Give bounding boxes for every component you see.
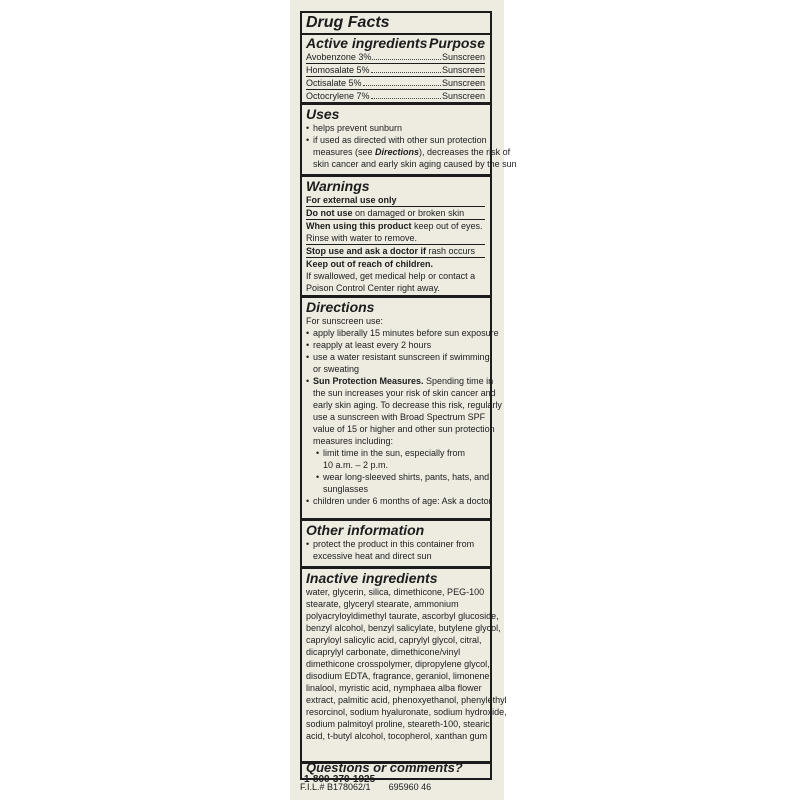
- active-ingredient-row: Octocrylene 7% Sunscreen: [306, 91, 485, 101]
- if-swallowed-text: If swallowed, get medical help or contact a: [306, 271, 476, 281]
- rinse-text: Rinse with water to remove.: [306, 232, 485, 245]
- uses-bullet: • helps prevent sunburn: [306, 122, 485, 134]
- inactive-ingredients-line: dicaprylyl carbonate, dimethicone/vinyl: [306, 647, 461, 657]
- questions-section: [302, 762, 490, 774]
- do-not-use-text: Do not use on damaged or broken skin: [306, 207, 485, 220]
- directions-section: [302, 299, 502, 507]
- directions-bullet: • reapply at least every 2 hours: [306, 339, 485, 351]
- warnings-section: [302, 178, 490, 294]
- drug-facts-header: [302, 13, 490, 33]
- inactive-ingredients-line: polyacryloyldimethyl taurate, ascorbyl glucoside,: [306, 611, 499, 621]
- inactive-ingredients-line: extract, palmitic acid, phenoxyethanol, phenylethyl: [306, 695, 507, 705]
- directions-bullet: • children under 6 months of age: Ask a doctor: [306, 495, 485, 507]
- divider: [302, 295, 490, 298]
- active-ingredient-row: Homosalate 5% Sunscreen: [306, 65, 485, 75]
- directions-text: sunglasses: [323, 484, 369, 494]
- active-ingredient-row: Avobenzone 3% Sunscreen: [306, 52, 485, 62]
- directions-text: the sun increases your risk of skin cancer and: [313, 388, 496, 398]
- inactive-ingredients-line: resorcinol, sodium hyaluronate, sodium hydroxide,: [306, 707, 507, 717]
- inactive-ingredients-line: stearate, glyceryl stearate, ammonium: [306, 599, 459, 609]
- active-ingredients-heading: Active ingredients: [306, 35, 428, 51]
- stop-use-text: Stop use and ask a doctor if rash occurs: [306, 245, 485, 258]
- sun-protection-bullet: • Sun Protection Measures. Spending time in: [306, 375, 485, 387]
- active-ingredients-section: [302, 35, 490, 102]
- inactive-ingredients-section: [302, 570, 507, 742]
- uses-section: [302, 106, 517, 170]
- other-information-heading: Other information: [306, 522, 425, 538]
- product-code: 695960 46: [388, 782, 432, 792]
- poison-control-text: Poison Control Center right away.: [306, 283, 440, 293]
- external-use-text: For external use only: [306, 194, 485, 207]
- directions-text: early skin aging. To decrease this risk, regularly: [313, 400, 502, 410]
- inactive-ingredients-line: water, glycerin, silica, dimethicone, PEG-100: [306, 587, 485, 597]
- sub-bullet: • limit time in the sun, especially from: [306, 447, 485, 459]
- drug-facts-title: Drug Facts: [306, 14, 390, 31]
- inactive-ingredients-line: benzyl alcohol, benzyl salicylate, butylene glycol,: [306, 623, 501, 633]
- other-information-bullet: • protect the product in this container from: [306, 538, 485, 550]
- label-footer: [300, 781, 492, 793]
- directions-text: or sweating: [313, 364, 360, 374]
- questions-heading: Questions or comments?: [306, 760, 463, 775]
- divider: [302, 518, 490, 521]
- directions-text: value of 15 or higher and other sun protection: [313, 424, 495, 434]
- purpose-heading: Purpose: [428, 35, 485, 51]
- inactive-ingredients-line: sodium palmitoyl proline, steareth-100, stearic: [306, 719, 490, 729]
- inactive-ingredients-line: capryloyl salicylic acid, caprylyl glycol, citral,: [306, 635, 482, 645]
- phone-number: 1-800-370-1925: [304, 774, 376, 785]
- other-information-text: excessive heat and direct sun: [313, 551, 432, 561]
- directions-bullet: • apply liberally 15 minutes before sun exposure: [306, 327, 485, 339]
- inactive-ingredients-line: dimethicone crosspolymer, dipropylene glycol,: [306, 659, 490, 669]
- divider: [302, 102, 490, 105]
- drug-facts-panel: [300, 11, 517, 780]
- warnings-heading: Warnings: [306, 178, 370, 194]
- inactive-ingredients-line: linalool, myristic acid, nymphaea alba flower: [306, 683, 482, 693]
- inactive-ingredients-line: acid, t-butyl alcohol, tocopherol, xanthan gum: [306, 731, 488, 741]
- inactive-ingredients-heading: Inactive ingredients: [306, 570, 438, 586]
- directions-text: 10 a.m. – 2 p.m.: [323, 460, 389, 470]
- directions-intro: For sunscreen use:: [306, 316, 384, 326]
- uses-bullet: • if used as directed with other sun protection: [306, 134, 485, 146]
- sub-bullet: • wear long-sleeved shirts, pants, hats, and: [306, 471, 485, 483]
- uses-heading: Uses: [306, 106, 340, 122]
- directions-text: use a sunscreen with Broad Spectrum SPF: [313, 412, 486, 422]
- uses-text: skin cancer and early skin aging caused by the sun: [313, 159, 517, 169]
- directions-bullet: • use a water resistant sunscreen if swimming: [306, 351, 485, 363]
- when-using-text: When using this product keep out of eyes.: [306, 221, 483, 231]
- other-information-section: [302, 522, 490, 562]
- active-ingredient-row: Octisalate 5% Sunscreen: [306, 78, 485, 88]
- divider: [302, 566, 490, 569]
- divider: [302, 174, 490, 177]
- inactive-ingredients-line: disodium EDTA, fragrance, geraniol, limonene,: [306, 671, 492, 681]
- keep-out-of-reach-text: Keep out of reach of children.: [306, 259, 434, 269]
- uses-text: measures (see Directions), decreases the risk of: [313, 147, 511, 157]
- directions-heading: Directions: [306, 299, 375, 315]
- directions-text: measures including:: [313, 436, 394, 446]
- fil-number: F.I.L.# B178062/1: [300, 782, 371, 792]
